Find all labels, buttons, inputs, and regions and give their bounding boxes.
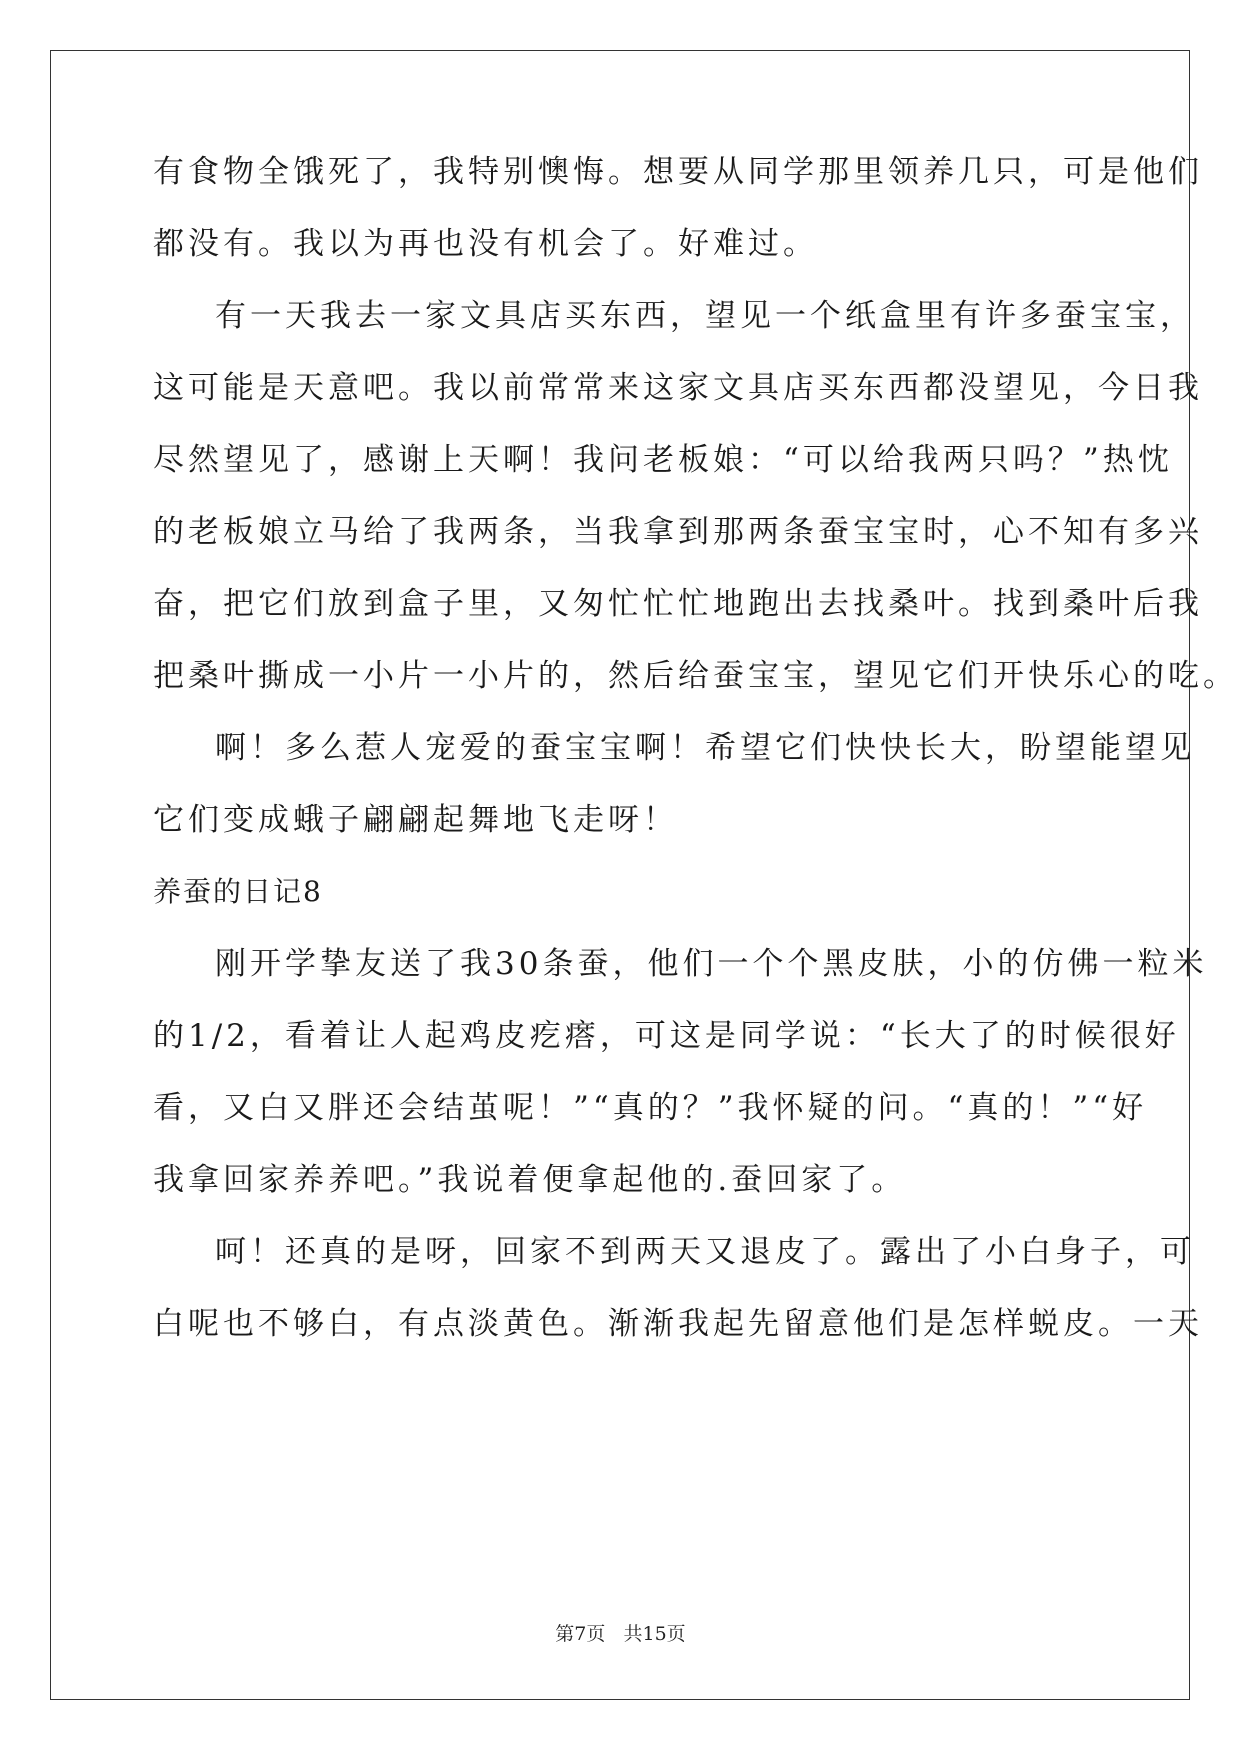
text-line-13: 的1/2，看着让人起鸡皮疙瘩，可这是同学说：“长大了的时候很好 — [153, 1018, 1180, 1054]
text-line-17: 白呢也不够白，有点淡黄色。渐渐我起先留意他们是怎样蜕皮。一天 — [153, 1306, 1203, 1342]
text-line-5: 尽然望见了，感谢上天啊！我问老板娘：“可以给我两只吗？”热忱 — [153, 442, 1173, 478]
text-line-10: 它们变成蛾子翩翩起舞地飞走呀！ — [153, 802, 678, 838]
text-line-16: 呵！还真的是呀，回家不到两天又退皮了。露出了小白身子，可 — [215, 1234, 1195, 1270]
text-line-2: 都没有。我以为再也没有机会了。好难过。 — [153, 226, 818, 262]
text-line-4: 这可能是天意吧。我以前常常来这家文具店买东西都没望见，今日我 — [153, 370, 1203, 406]
page-number: 第7页 共15页 — [555, 1623, 686, 1645]
page-footer — [0, 1622, 1241, 1646]
text-line-7: 奋，把它们放到盒子里，又匆忙忙忙地跑出去找桑叶。找到桑叶后我 — [153, 586, 1203, 622]
text-line-3: 有一天我去一家文具店买东西，望见一个纸盒里有许多蚕宝宝， — [215, 298, 1195, 334]
text-line-1: 有食物全饿死了，我特别懊悔。想要从同学那里领养几只，可是他们 — [153, 154, 1203, 190]
text-line-6: 的老板娘立马给了我两条，当我拿到那两条蚕宝宝时，心不知有多兴 — [153, 514, 1203, 550]
section-heading: 养蚕的日记8 — [153, 875, 323, 908]
text-line-9: 啊！多么惹人宠爱的蚕宝宝啊！希望它们快快长大，盼望能望见 — [215, 730, 1195, 766]
text-line-14: 看，又白又胖还会结茧呢！”“真的？”我怀疑的问。“真的！”“好 — [153, 1090, 1148, 1126]
text-line-15: 我拿回家养养吧。”我说着便拿起他的.蚕回家了。 — [153, 1162, 907, 1198]
text-line-8: 把桑叶撕成一小片一小片的，然后给蚕宝宝，望见它们开快乐心的吃。 — [153, 658, 1238, 694]
text-line-12: 刚开学挚友送了我30条蚕，他们一个个黑皮肤，小的仿佛一粒米 — [215, 946, 1208, 982]
